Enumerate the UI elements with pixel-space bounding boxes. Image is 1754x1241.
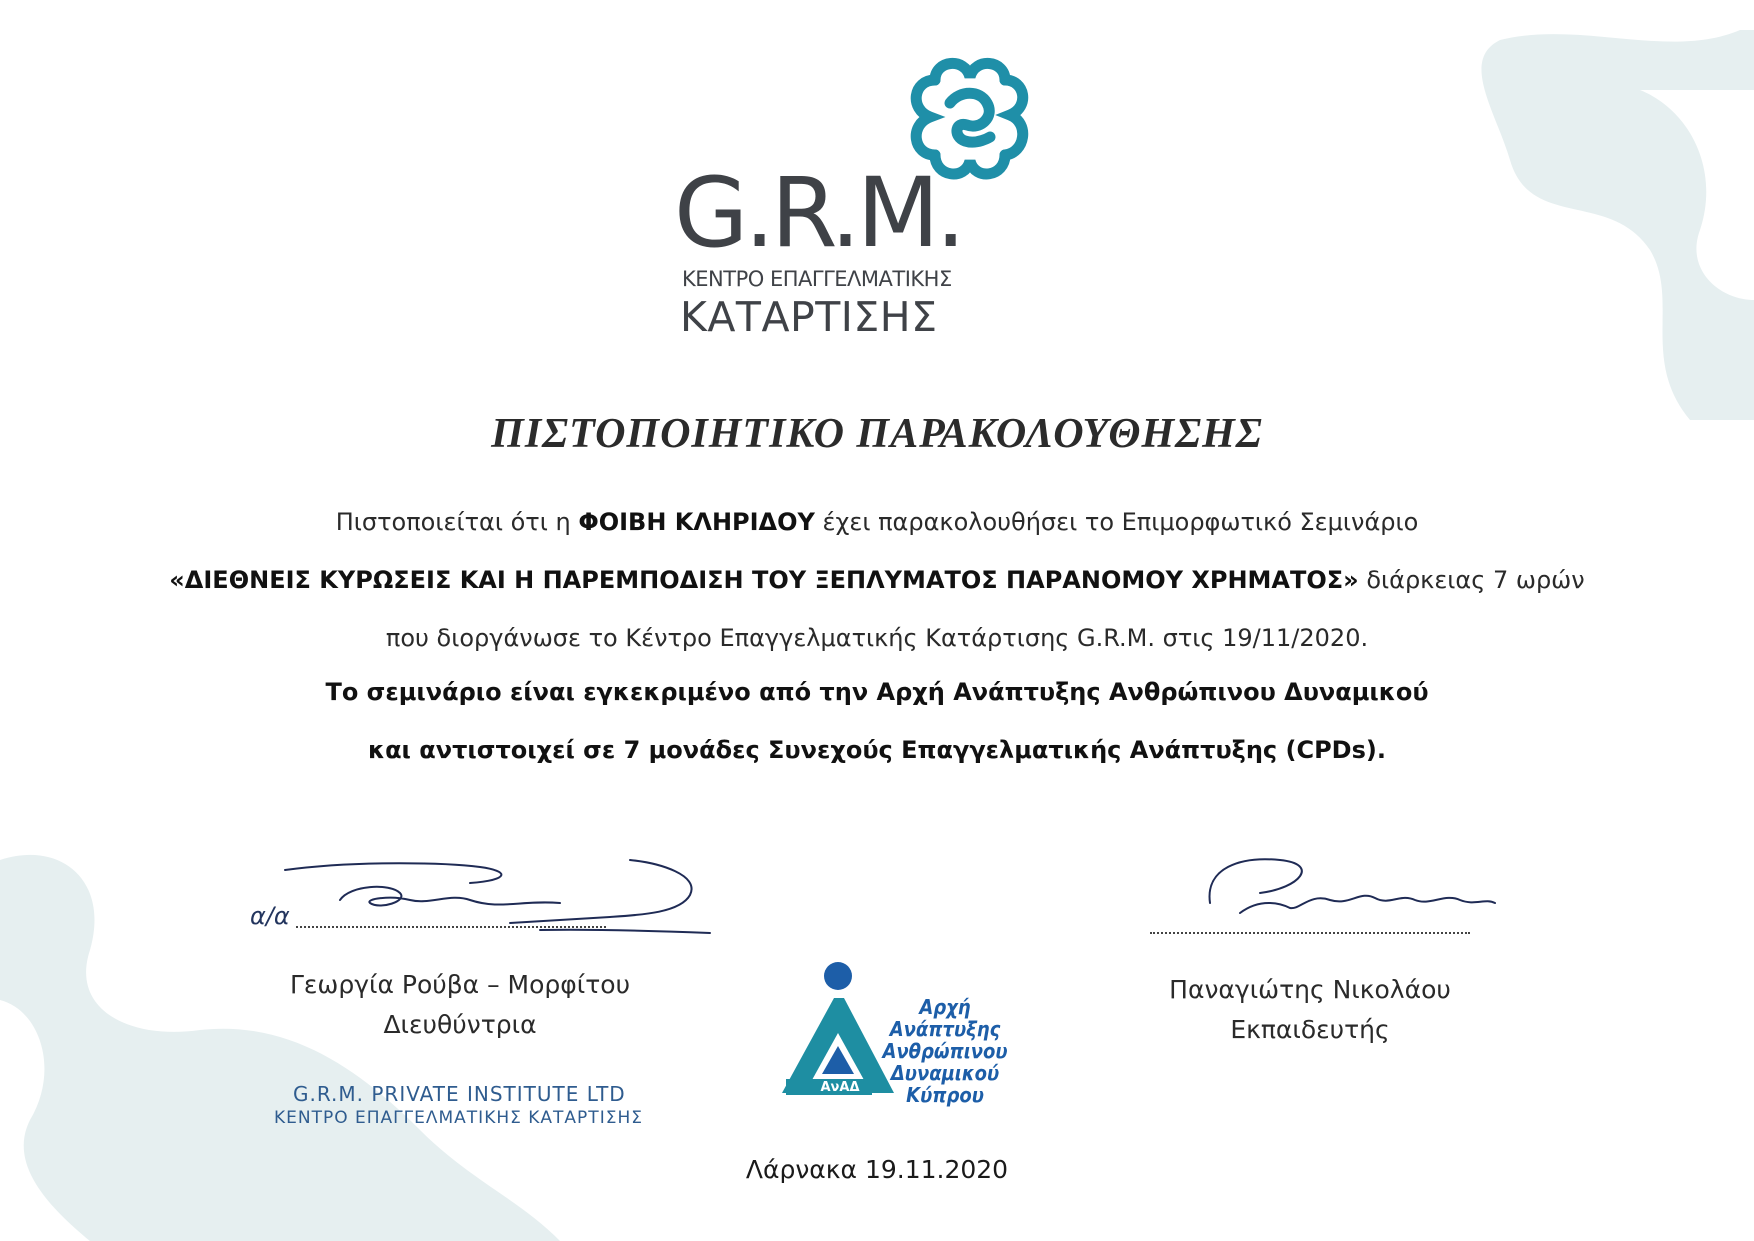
anad-abbreviation: ΑνΑΔ — [820, 1080, 860, 1095]
line1-prefix: Πιστοποιείται ότι η — [335, 508, 579, 536]
right-signature-icon — [1200, 848, 1500, 928]
certificate-line-3: που διοργάνωσε το Κέντρο Επαγγελματικής Κατάρτισης G.R.M. στις 19/11/2020. — [385, 624, 1369, 652]
logo-subtitle-line1: ΚΕΝΤΡΟ ΕΠΑΓΓΕΛΜΑΤΙΚΗΣ — [682, 267, 952, 291]
certificate-title: ΠΙΣΤΟΠΟΙΗΤΙΚΟ ΠΑΡΑΚΟΛΟΥΘΗΣΗΣ — [491, 411, 1263, 457]
place-date: Λάρνακα 19.11.2020 — [745, 1155, 1009, 1184]
right-signatory-role: Εκπαιδευτής — [1230, 1015, 1390, 1044]
participant-name: ΦΟΙΒΗ ΚΛΗΡΙΔΟΥ — [578, 508, 815, 536]
certificate-line-2 — [0, 566, 1754, 594]
left-signature-icon — [280, 855, 720, 945]
institute-stamp-line1: G.R.M. PRIVATE INSTITUTE LTD — [293, 1082, 626, 1106]
on-behalf-prefix: α/α — [250, 902, 290, 930]
anad-line-3: Δυναμικού — [890, 1061, 1000, 1085]
logo-brand: G.R.M. — [674, 157, 963, 269]
seminar-title: «ΔΙΕΘΝΕΙΣ ΚΥΡΩΣΕΙΣ ΚΑΙ Η ΠΑΡΕΜΠΟΔΙΣΗ ΤΟΥ ΞΕΠΛΥΜΑΤΟΣ ΠΑΡΑΝΟΜΟΥ ΧΡΗΜΑΤΟΣ» — [169, 566, 1359, 594]
right-signatory-name: Παναγιώτης Νικολάου — [1169, 975, 1451, 1004]
certificate-line-4: Το σεμινάριο είναι εγκεκριμένο από την Αρχή Ανάπτυξης Ανθρώπινου Δυναμικού — [325, 678, 1429, 706]
certificate-line-5: και αντιστοιχεί σε 7 μονάδες Συνεχούς Επαγγελματικής Ανάπτυξης (CPDs). — [368, 736, 1386, 764]
logo-subtitle-line2: ΚΑΤΑΡΤΙΣΗΣ — [680, 293, 938, 341]
left-signatory-name: Γεωργία Ρούβα – Μορφίτου — [289, 970, 631, 999]
anad-line-4: Κύπρου — [906, 1083, 984, 1107]
grm-logo-text — [640, 157, 963, 341]
certificate-line-1 — [0, 508, 1754, 536]
institute-stamp-line2: ΚΕΝΤΡΟ ΕΠΑΓΓΕΛΜΑΤΙΚΗΣ ΚΑΤΑΡΤΙΣΗΣ — [274, 1108, 643, 1128]
seminar-duration: διάρκειας 7 ωρών — [1358, 566, 1585, 594]
line1-suffix: έχει παρακολουθήσει το Επιμορφωτικό Σεμινάριο — [814, 508, 1419, 536]
anad-logo-text — [870, 996, 1020, 1106]
anad-line-1: Αρχή Ανάπτυξης — [889, 995, 1001, 1041]
anad-line-2: Ανθρώπινου — [882, 1039, 1008, 1063]
left-signatory-role: Διευθύντρια — [383, 1010, 537, 1039]
background-decoration-right — [1440, 0, 1754, 420]
right-signature-line — [1150, 932, 1470, 934]
